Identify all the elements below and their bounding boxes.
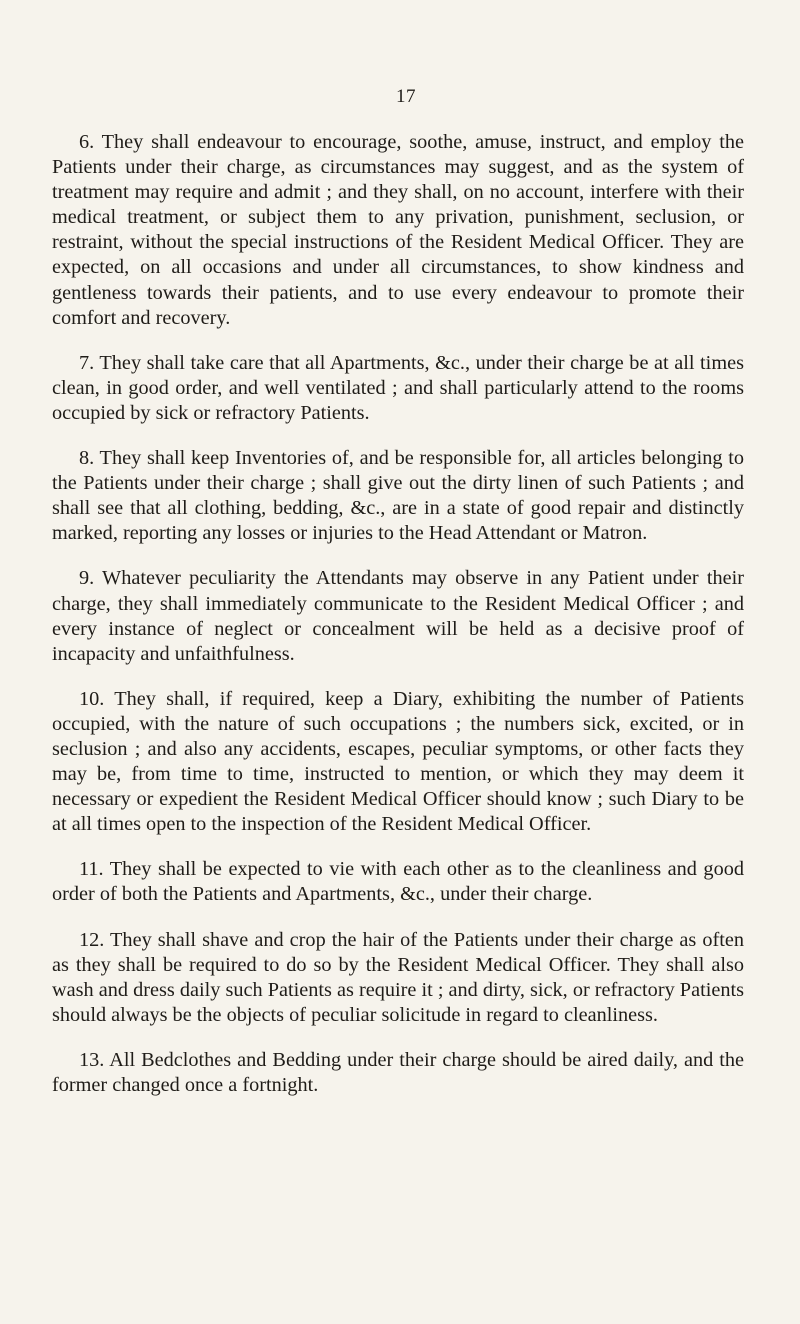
paragraph-rule-10: 10. They shall, if required, keep a Diary, exhibiting the number of Patients occupied, with the nature of such occupations ; the numbers sick, excited, or in seclusion ; and also any accidents, escapes, peculiar symptoms, or other facts they may be, from time to time, instructed to mention, or which they may deem it necessary or expedient the Resident Medical Officer should know ; such Diary to be at all times open to the inspection of the Resident Medical Officer. <box>52 687 744 836</box>
paragraph-rule-7: 7. They shall take care that all Apartments, &c., under their charge be at all times clean, in good order, and well ventilated ; and shall particularly attend to the rooms occupied by sick or refractory Patients. <box>52 351 744 424</box>
paragraph-rule-6: 6. They shall endeavour to encourage, soothe, amuse, instruct, and employ the Patients under their charge, as circumstances may suggest, and as the system of treatment may require and admit ; and they shall, on no account, interfere with their medical treatment, or subject them to any privation, punishment, seclusion, or restraint, without the special instructions of the Resident Medical Officer. They are expected, on all occasions and under all circumstances, to show kindness and gentleness towards their patients, and to use every endeavour to promote their comfort and recovery. <box>52 131 744 329</box>
paragraph-rule-11: 11. They shall be expected to vie with each other as to the cleanliness and good order of both the Patients and Apartments, &c., under their charge. <box>52 858 744 906</box>
paragraph-rule-9: 9. Whatever peculiarity the Attendants may observe in any Patient under their charge, they shall immediately communicate to the Resident Medical Officer ; and every instance of neglect or concealment will be held as a decisive proof of incapacity and unfaithfulness. <box>52 567 744 665</box>
paragraph-rule-13: 13. All Bedclothes and Bedding under their charge should be aired daily, and the former changed once a fortnight. <box>52 1048 744 1096</box>
rules-text <box>52 130 744 1098</box>
paragraph-rule-12: 12. They shall shave and crop the hair of the Patients under their charge as often as they shall be required to do so by the Resident Medical Officer. They shall also wash and dress daily such Patients as require it ; and dirty, sick, or refractory Patients should always be the objects of peculiar solicitude in regard to cleanliness. <box>52 928 745 1026</box>
page-number: 17 <box>396 86 416 107</box>
paragraph-rule-8: 8. They shall keep Inventories of, and be responsible for, all articles belonging to the Patients under their charge ; shall give out the dirty linen of such Patients ; and shall see that all clothing, bedding, &c., are in a state of good repair and distinctly marked, reporting any losses or injuries to the Head Attendant or Matron. <box>52 447 744 545</box>
